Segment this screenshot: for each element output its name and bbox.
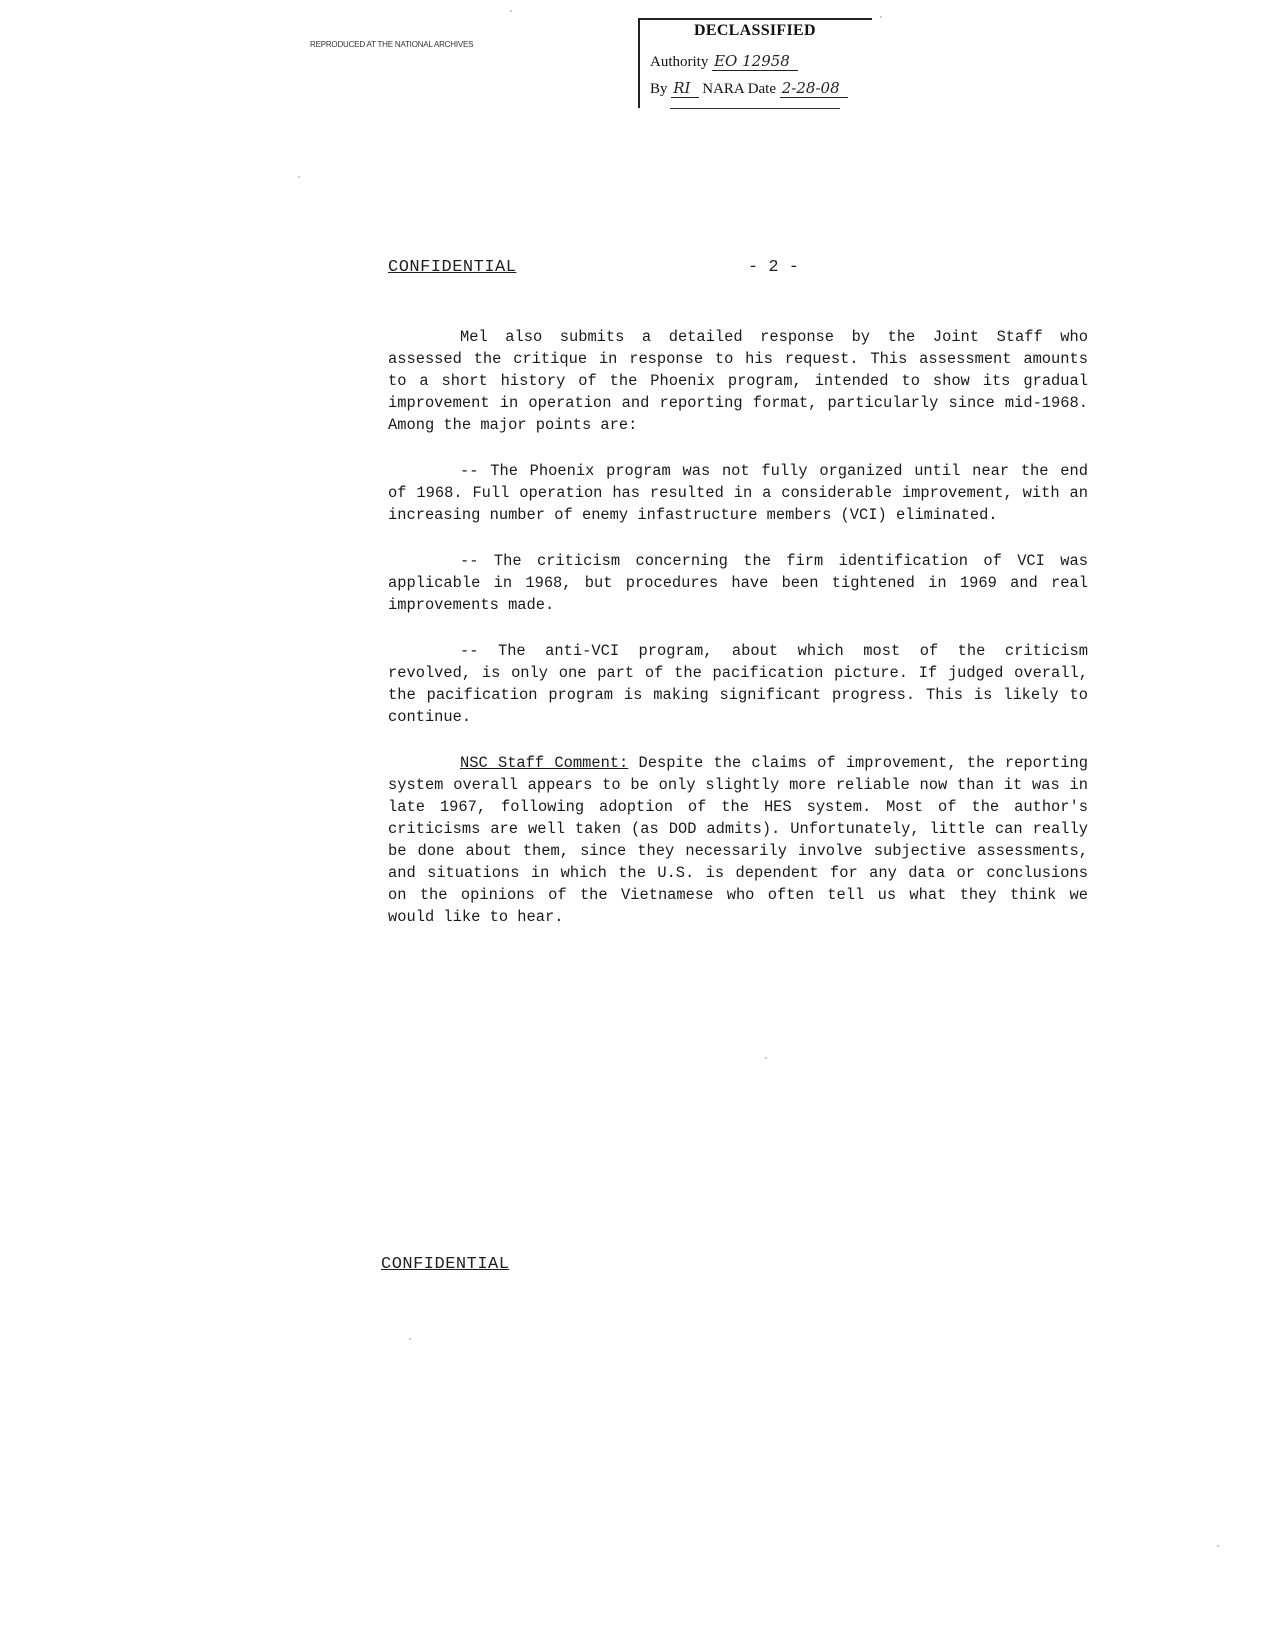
stamp-by-row [650, 79, 848, 98]
scan-speck [765, 1057, 767, 1059]
stamp-authority-label: Authority [650, 54, 709, 70]
classification-header: CONFIDENTIAL [388, 258, 517, 277]
stamp-authority-row [650, 52, 798, 71]
scan-speck [880, 16, 882, 18]
document-body [388, 326, 1088, 928]
archive-note: REPRODUCED AT THE NATIONAL ARCHIVES [310, 40, 474, 49]
nsc-staff-comment [388, 752, 1088, 928]
stamp-title: DECLASSIFIED [694, 22, 816, 39]
scan-speck [409, 1338, 411, 1340]
stamp-divider [670, 108, 840, 109]
stamp-date-label: Date [747, 81, 777, 97]
stamp-authority-value: EO 12958 [712, 52, 798, 71]
stamp-agency: NARA [702, 81, 744, 97]
point-paragraph: -- The Phoenix program was not fully organized until near the end of 1968. Full operation has resulted in a considerable improvement, with an increasing number of enemy infastructure members (VCI) eliminated. [388, 462, 1088, 524]
comment-text: Despite the claims of improvement, the reporting system overall appears to be only slightly more reliable now than it was in late 1967, following adoption of the HES system. Most of the author's criticisms are well taken (as DOD admits). Unfortunately, little can really be done about them, since they necessarily involve subjective assessments, and situations in which the U.S. is dependent for any data or conclusions on the opinions of the Vietnamese who often tell us what they think we would like to hear. [388, 754, 1089, 926]
stamp-by-label: By [650, 81, 668, 97]
classification-footer: CONFIDENTIAL [381, 1255, 510, 1274]
scan-speck [510, 10, 512, 12]
point-paragraph: -- The anti-VCI program, about which most of the criticism revolved, is only one part of the pacification picture. If judged overall, the pacification program is making significant progress. This is likely to continue. [388, 642, 1088, 726]
scan-speck [1217, 1545, 1219, 1547]
point-paragraph: -- The criticism concerning the firm identification of VCI was applicable in 1968, but procedures have been tightened in 1969 and real improvements made. [388, 552, 1088, 614]
stamp-date-value: 2-28-08 [780, 79, 848, 98]
declassified-stamp [638, 18, 872, 108]
stamp-by-value: RI [671, 79, 698, 98]
page-number: - 2 - [748, 258, 800, 277]
scan-speck [298, 176, 300, 178]
page-header [388, 258, 1088, 282]
comment-label: NSC Staff Comment: [460, 754, 629, 772]
intro-paragraph: Mel also submits a detailed response by the Joint Staff who assessed the critique in response to his request. This assessment amounts to a short history of the Phoenix program, intended to show its gradual improvement in operation and reporting format, particularly since mid-1968. Among the major points are: [388, 328, 1088, 434]
